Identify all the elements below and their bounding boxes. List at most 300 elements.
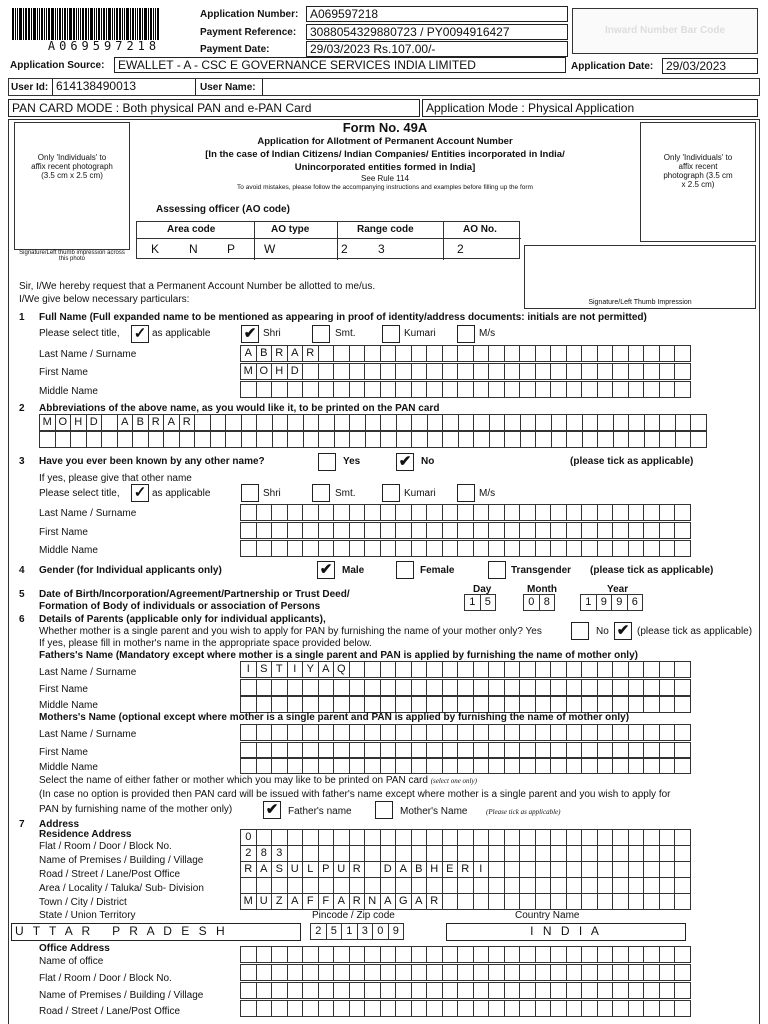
char-box[interactable] xyxy=(612,724,629,741)
char-box[interactable] xyxy=(256,696,273,713)
char-box[interactable] xyxy=(395,661,412,678)
s3-smt-checkbox[interactable] xyxy=(312,484,330,502)
char-box[interactable] xyxy=(411,946,428,963)
char-box[interactable] xyxy=(349,964,366,981)
char-box[interactable] xyxy=(318,522,335,539)
char-box[interactable] xyxy=(457,661,474,678)
char-box[interactable] xyxy=(473,964,490,981)
char-box[interactable]: I xyxy=(473,861,490,878)
char-box[interactable] xyxy=(426,345,443,362)
char-box[interactable] xyxy=(566,345,583,362)
char-box[interactable] xyxy=(364,1000,381,1017)
char-box[interactable]: D xyxy=(287,363,304,380)
char-box[interactable] xyxy=(148,431,165,448)
char-box[interactable] xyxy=(643,724,660,741)
char-box[interactable] xyxy=(535,363,552,380)
char-box[interactable] xyxy=(333,504,350,521)
char-box[interactable] xyxy=(550,504,567,521)
char-box[interactable] xyxy=(628,345,645,362)
char-box[interactable] xyxy=(349,345,366,362)
char-box[interactable] xyxy=(535,522,552,539)
char-box[interactable] xyxy=(442,964,459,981)
char-box[interactable] xyxy=(225,414,242,431)
char-box[interactable] xyxy=(628,414,645,431)
char-box[interactable] xyxy=(411,540,428,557)
char-box[interactable] xyxy=(179,431,196,448)
char-box[interactable] xyxy=(674,964,691,981)
char-box[interactable] xyxy=(519,946,536,963)
char-box[interactable] xyxy=(628,504,645,521)
char-box[interactable] xyxy=(674,363,691,380)
char-box[interactable] xyxy=(380,946,397,963)
char-box[interactable] xyxy=(504,829,521,846)
char-box[interactable] xyxy=(643,381,660,398)
char-box[interactable] xyxy=(519,679,536,696)
char-box[interactable]: R xyxy=(426,893,443,910)
char-box[interactable] xyxy=(302,964,319,981)
s7-res-row-2[interactable] xyxy=(240,845,690,862)
char-box[interactable] xyxy=(612,1000,629,1017)
char-box[interactable] xyxy=(674,757,691,774)
char-box[interactable] xyxy=(334,414,351,431)
char-box[interactable] xyxy=(240,877,257,894)
char-box[interactable] xyxy=(349,414,366,431)
char-box[interactable] xyxy=(364,381,381,398)
char-box[interactable]: M xyxy=(240,893,257,910)
char-box[interactable] xyxy=(488,345,505,362)
char-box[interactable] xyxy=(504,845,521,862)
char-box[interactable] xyxy=(287,679,304,696)
char-box[interactable] xyxy=(504,540,521,557)
char-box[interactable] xyxy=(442,877,459,894)
char-box[interactable] xyxy=(302,877,319,894)
char-box[interactable] xyxy=(659,431,676,448)
char-box[interactable] xyxy=(442,1000,459,1017)
char-box[interactable] xyxy=(628,522,645,539)
char-box[interactable] xyxy=(395,982,412,999)
char-box[interactable] xyxy=(535,414,552,431)
char-box[interactable] xyxy=(674,861,691,878)
char-box[interactable] xyxy=(457,757,474,774)
char-box[interactable] xyxy=(535,946,552,963)
char-box[interactable]: I xyxy=(240,661,257,678)
char-box[interactable] xyxy=(643,861,660,878)
char-box[interactable] xyxy=(287,724,304,741)
char-box[interactable] xyxy=(643,363,660,380)
char-box[interactable]: 1 xyxy=(341,923,358,940)
char-box[interactable] xyxy=(550,540,567,557)
char-box[interactable] xyxy=(504,381,521,398)
char-box[interactable] xyxy=(240,757,257,774)
char-box[interactable] xyxy=(287,964,304,981)
char-box[interactable] xyxy=(395,696,412,713)
char-box[interactable]: R xyxy=(179,414,196,431)
char-box[interactable] xyxy=(628,982,645,999)
char-box[interactable] xyxy=(643,522,660,539)
char-box[interactable] xyxy=(612,540,629,557)
char-box[interactable] xyxy=(612,661,629,678)
char-box[interactable] xyxy=(674,982,691,999)
char-box[interactable] xyxy=(395,679,412,696)
char-box[interactable]: O xyxy=(256,363,273,380)
char-box[interactable] xyxy=(426,1000,443,1017)
char-box[interactable]: F xyxy=(318,893,335,910)
char-box[interactable] xyxy=(303,431,320,448)
char-box[interactable]: M xyxy=(39,414,56,431)
char-box[interactable] xyxy=(504,522,521,539)
char-box[interactable] xyxy=(364,877,381,894)
char-box[interactable] xyxy=(581,696,598,713)
char-box[interactable] xyxy=(597,845,614,862)
char-box[interactable] xyxy=(519,522,536,539)
char-box[interactable] xyxy=(628,381,645,398)
char-box[interactable] xyxy=(302,381,319,398)
char-box[interactable] xyxy=(504,431,521,448)
char-box[interactable] xyxy=(488,946,505,963)
s7-res-row-4[interactable] xyxy=(240,877,690,894)
char-box[interactable] xyxy=(581,504,598,521)
char-box[interactable] xyxy=(364,661,381,678)
char-box[interactable]: 0 xyxy=(240,829,257,846)
char-box[interactable] xyxy=(550,345,567,362)
char-box[interactable] xyxy=(225,431,242,448)
char-box[interactable] xyxy=(566,829,583,846)
char-box[interactable] xyxy=(659,964,676,981)
char-box[interactable] xyxy=(349,679,366,696)
s6-father-middle-boxes[interactable] xyxy=(240,696,690,713)
char-box[interactable] xyxy=(442,363,459,380)
char-box[interactable] xyxy=(287,522,304,539)
char-box[interactable] xyxy=(240,946,257,963)
char-box[interactable] xyxy=(581,845,598,862)
char-box[interactable] xyxy=(411,964,428,981)
char-box[interactable] xyxy=(550,946,567,963)
char-box[interactable] xyxy=(287,381,304,398)
char-box[interactable] xyxy=(395,540,412,557)
char-box[interactable] xyxy=(504,345,521,362)
char-box[interactable] xyxy=(644,414,661,431)
char-box[interactable] xyxy=(39,431,56,448)
char-box[interactable] xyxy=(597,877,614,894)
char-box[interactable] xyxy=(519,845,536,862)
char-box[interactable] xyxy=(659,504,676,521)
char-box[interactable] xyxy=(644,431,661,448)
char-box[interactable] xyxy=(674,946,691,963)
char-box[interactable] xyxy=(473,1000,490,1017)
char-box[interactable] xyxy=(333,877,350,894)
char-box[interactable] xyxy=(457,946,474,963)
char-box[interactable] xyxy=(489,431,506,448)
char-box[interactable] xyxy=(349,381,366,398)
char-box[interactable] xyxy=(581,982,598,999)
s2-boxes-row1[interactable] xyxy=(39,414,706,431)
char-box[interactable] xyxy=(411,982,428,999)
char-box[interactable] xyxy=(271,696,288,713)
char-box[interactable] xyxy=(628,877,645,894)
char-box[interactable] xyxy=(411,877,428,894)
char-box[interactable] xyxy=(349,757,366,774)
char-box[interactable] xyxy=(411,522,428,539)
char-box[interactable] xyxy=(566,522,583,539)
char-box[interactable] xyxy=(271,982,288,999)
char-box[interactable] xyxy=(442,381,459,398)
char-box[interactable]: 2 xyxy=(240,845,257,862)
char-box[interactable] xyxy=(535,504,552,521)
char-box[interactable] xyxy=(318,724,335,741)
s1-kumari-checkbox[interactable] xyxy=(382,325,400,343)
char-box[interactable]: Z xyxy=(271,893,288,910)
char-box[interactable] xyxy=(349,845,366,862)
char-box[interactable] xyxy=(457,982,474,999)
char-box[interactable] xyxy=(628,829,645,846)
s3-kumari-checkbox[interactable] xyxy=(382,484,400,502)
char-box[interactable] xyxy=(256,540,273,557)
char-box[interactable] xyxy=(597,964,614,981)
char-box[interactable] xyxy=(457,504,474,521)
char-box[interactable] xyxy=(458,414,475,431)
char-box[interactable] xyxy=(690,414,707,431)
s5-year-boxes[interactable] xyxy=(580,594,642,611)
char-box[interactable] xyxy=(674,345,691,362)
char-box[interactable] xyxy=(210,414,227,431)
char-box[interactable]: T xyxy=(271,661,288,678)
char-box[interactable] xyxy=(613,414,630,431)
char-box[interactable] xyxy=(519,540,536,557)
s7-country-field[interactable]: I N D I A xyxy=(446,923,686,941)
char-box[interactable] xyxy=(442,982,459,999)
char-box[interactable] xyxy=(256,504,273,521)
char-box[interactable]: 1 xyxy=(580,594,597,611)
char-box[interactable] xyxy=(566,946,583,963)
char-box[interactable] xyxy=(488,1000,505,1017)
char-box[interactable] xyxy=(457,724,474,741)
char-box[interactable] xyxy=(488,381,505,398)
char-box[interactable] xyxy=(674,661,691,678)
char-box[interactable] xyxy=(271,522,288,539)
char-box[interactable] xyxy=(643,661,660,678)
char-box[interactable] xyxy=(520,414,537,431)
char-box[interactable] xyxy=(504,757,521,774)
char-box[interactable] xyxy=(488,829,505,846)
char-box[interactable] xyxy=(132,431,149,448)
char-box[interactable] xyxy=(613,431,630,448)
char-box[interactable] xyxy=(287,1000,304,1017)
char-box[interactable] xyxy=(674,845,691,862)
char-box[interactable] xyxy=(597,757,614,774)
char-box[interactable] xyxy=(457,345,474,362)
char-box[interactable] xyxy=(333,540,350,557)
char-box[interactable] xyxy=(581,522,598,539)
char-box[interactable]: I xyxy=(287,661,304,678)
char-box[interactable] xyxy=(659,877,676,894)
char-box[interactable] xyxy=(333,363,350,380)
char-box[interactable] xyxy=(364,504,381,521)
char-box[interactable] xyxy=(349,504,366,521)
char-box[interactable]: O xyxy=(55,414,72,431)
char-box[interactable] xyxy=(628,431,645,448)
char-box[interactable] xyxy=(581,946,598,963)
char-box[interactable] xyxy=(318,504,335,521)
char-box[interactable] xyxy=(256,877,273,894)
char-box[interactable] xyxy=(241,414,258,431)
char-box[interactable] xyxy=(488,845,505,862)
char-box[interactable] xyxy=(318,540,335,557)
char-box[interactable] xyxy=(302,522,319,539)
char-box[interactable] xyxy=(117,431,134,448)
char-box[interactable] xyxy=(659,381,676,398)
char-box[interactable] xyxy=(333,982,350,999)
char-box[interactable] xyxy=(674,540,691,557)
char-box[interactable] xyxy=(473,345,490,362)
char-box[interactable] xyxy=(333,522,350,539)
char-box[interactable] xyxy=(287,757,304,774)
char-box[interactable] xyxy=(643,1000,660,1017)
char-box[interactable] xyxy=(457,522,474,539)
s3-yes-checkbox[interactable] xyxy=(318,453,336,471)
char-box[interactable] xyxy=(287,431,304,448)
char-box[interactable] xyxy=(271,679,288,696)
char-box[interactable] xyxy=(473,946,490,963)
char-box[interactable] xyxy=(349,696,366,713)
char-box[interactable]: N xyxy=(364,893,381,910)
char-box[interactable] xyxy=(674,679,691,696)
char-box[interactable] xyxy=(581,363,598,380)
char-box[interactable] xyxy=(612,696,629,713)
char-box[interactable] xyxy=(504,363,521,380)
char-box[interactable] xyxy=(287,504,304,521)
char-box[interactable] xyxy=(194,431,211,448)
char-box[interactable] xyxy=(519,504,536,521)
char-box[interactable] xyxy=(302,845,319,862)
char-box[interactable]: L xyxy=(302,861,319,878)
s3-last-boxes[interactable] xyxy=(240,504,690,521)
char-box[interactable] xyxy=(442,696,459,713)
char-box[interactable] xyxy=(581,861,598,878)
char-box[interactable] xyxy=(504,696,521,713)
char-box[interactable] xyxy=(380,540,397,557)
char-box[interactable] xyxy=(674,696,691,713)
char-box[interactable] xyxy=(395,829,412,846)
char-box[interactable] xyxy=(643,696,660,713)
char-box[interactable] xyxy=(411,381,428,398)
char-box[interactable] xyxy=(287,829,304,846)
char-box[interactable] xyxy=(488,877,505,894)
char-box[interactable] xyxy=(380,696,397,713)
char-box[interactable] xyxy=(318,679,335,696)
char-box[interactable] xyxy=(566,1000,583,1017)
char-box[interactable] xyxy=(473,829,490,846)
char-box[interactable] xyxy=(334,431,351,448)
char-box[interactable] xyxy=(643,757,660,774)
char-box[interactable] xyxy=(349,982,366,999)
s1-smt-checkbox[interactable] xyxy=(312,325,330,343)
char-box[interactable] xyxy=(581,540,598,557)
char-box[interactable] xyxy=(426,661,443,678)
char-box[interactable] xyxy=(659,345,676,362)
char-box[interactable]: 3 xyxy=(357,923,374,940)
s7-office-row-1[interactable] xyxy=(240,946,690,963)
char-box[interactable] xyxy=(256,982,273,999)
char-box[interactable] xyxy=(426,964,443,981)
char-box[interactable] xyxy=(550,861,567,878)
char-box[interactable] xyxy=(659,861,676,878)
char-box[interactable] xyxy=(395,845,412,862)
char-box[interactable]: R xyxy=(271,345,288,362)
char-box[interactable] xyxy=(659,414,676,431)
char-box[interactable]: M xyxy=(240,363,257,380)
char-box[interactable] xyxy=(457,679,474,696)
char-box[interactable] xyxy=(535,893,552,910)
char-box[interactable] xyxy=(612,504,629,521)
char-box[interactable] xyxy=(271,757,288,774)
char-box[interactable]: A xyxy=(333,893,350,910)
char-box[interactable] xyxy=(256,964,273,981)
char-box[interactable] xyxy=(488,679,505,696)
char-box[interactable] xyxy=(101,431,118,448)
char-box[interactable] xyxy=(550,982,567,999)
char-box[interactable] xyxy=(473,845,490,862)
char-box[interactable] xyxy=(535,845,552,862)
char-box[interactable] xyxy=(597,679,614,696)
char-box[interactable] xyxy=(240,964,257,981)
char-box[interactable] xyxy=(364,964,381,981)
s1-first-boxes[interactable] xyxy=(240,363,690,380)
char-box[interactable] xyxy=(628,696,645,713)
char-box[interactable] xyxy=(396,414,413,431)
char-box[interactable]: B xyxy=(411,861,428,878)
char-box[interactable] xyxy=(612,845,629,862)
char-box[interactable] xyxy=(550,522,567,539)
char-box[interactable] xyxy=(318,381,335,398)
char-box[interactable] xyxy=(256,1000,273,1017)
char-box[interactable] xyxy=(349,724,366,741)
char-box[interactable] xyxy=(674,893,691,910)
char-box[interactable] xyxy=(566,724,583,741)
char-box[interactable] xyxy=(364,696,381,713)
char-box[interactable] xyxy=(411,724,428,741)
char-box[interactable] xyxy=(566,861,583,878)
char-box[interactable] xyxy=(643,964,660,981)
char-box[interactable] xyxy=(380,522,397,539)
char-box[interactable] xyxy=(519,363,536,380)
char-box[interactable] xyxy=(333,845,350,862)
char-box[interactable]: 5 xyxy=(326,923,343,940)
char-box[interactable] xyxy=(566,845,583,862)
char-box[interactable] xyxy=(488,661,505,678)
char-box[interactable] xyxy=(535,345,552,362)
char-box[interactable] xyxy=(333,345,350,362)
char-box[interactable] xyxy=(643,679,660,696)
char-box[interactable]: S xyxy=(256,661,273,678)
char-box[interactable] xyxy=(597,540,614,557)
char-box[interactable]: S xyxy=(271,861,288,878)
char-box[interactable] xyxy=(349,431,366,448)
char-box[interactable] xyxy=(473,893,490,910)
s3-middle-boxes[interactable] xyxy=(240,540,690,557)
char-box[interactable] xyxy=(380,1000,397,1017)
char-box[interactable] xyxy=(566,381,583,398)
char-box[interactable] xyxy=(256,724,273,741)
char-box[interactable]: A xyxy=(380,893,397,910)
char-box[interactable] xyxy=(504,1000,521,1017)
char-box[interactable] xyxy=(318,431,335,448)
char-box[interactable] xyxy=(457,964,474,981)
char-box[interactable] xyxy=(504,661,521,678)
char-box[interactable] xyxy=(582,414,599,431)
char-box[interactable] xyxy=(364,679,381,696)
char-box[interactable] xyxy=(240,504,257,521)
char-box[interactable] xyxy=(612,345,629,362)
